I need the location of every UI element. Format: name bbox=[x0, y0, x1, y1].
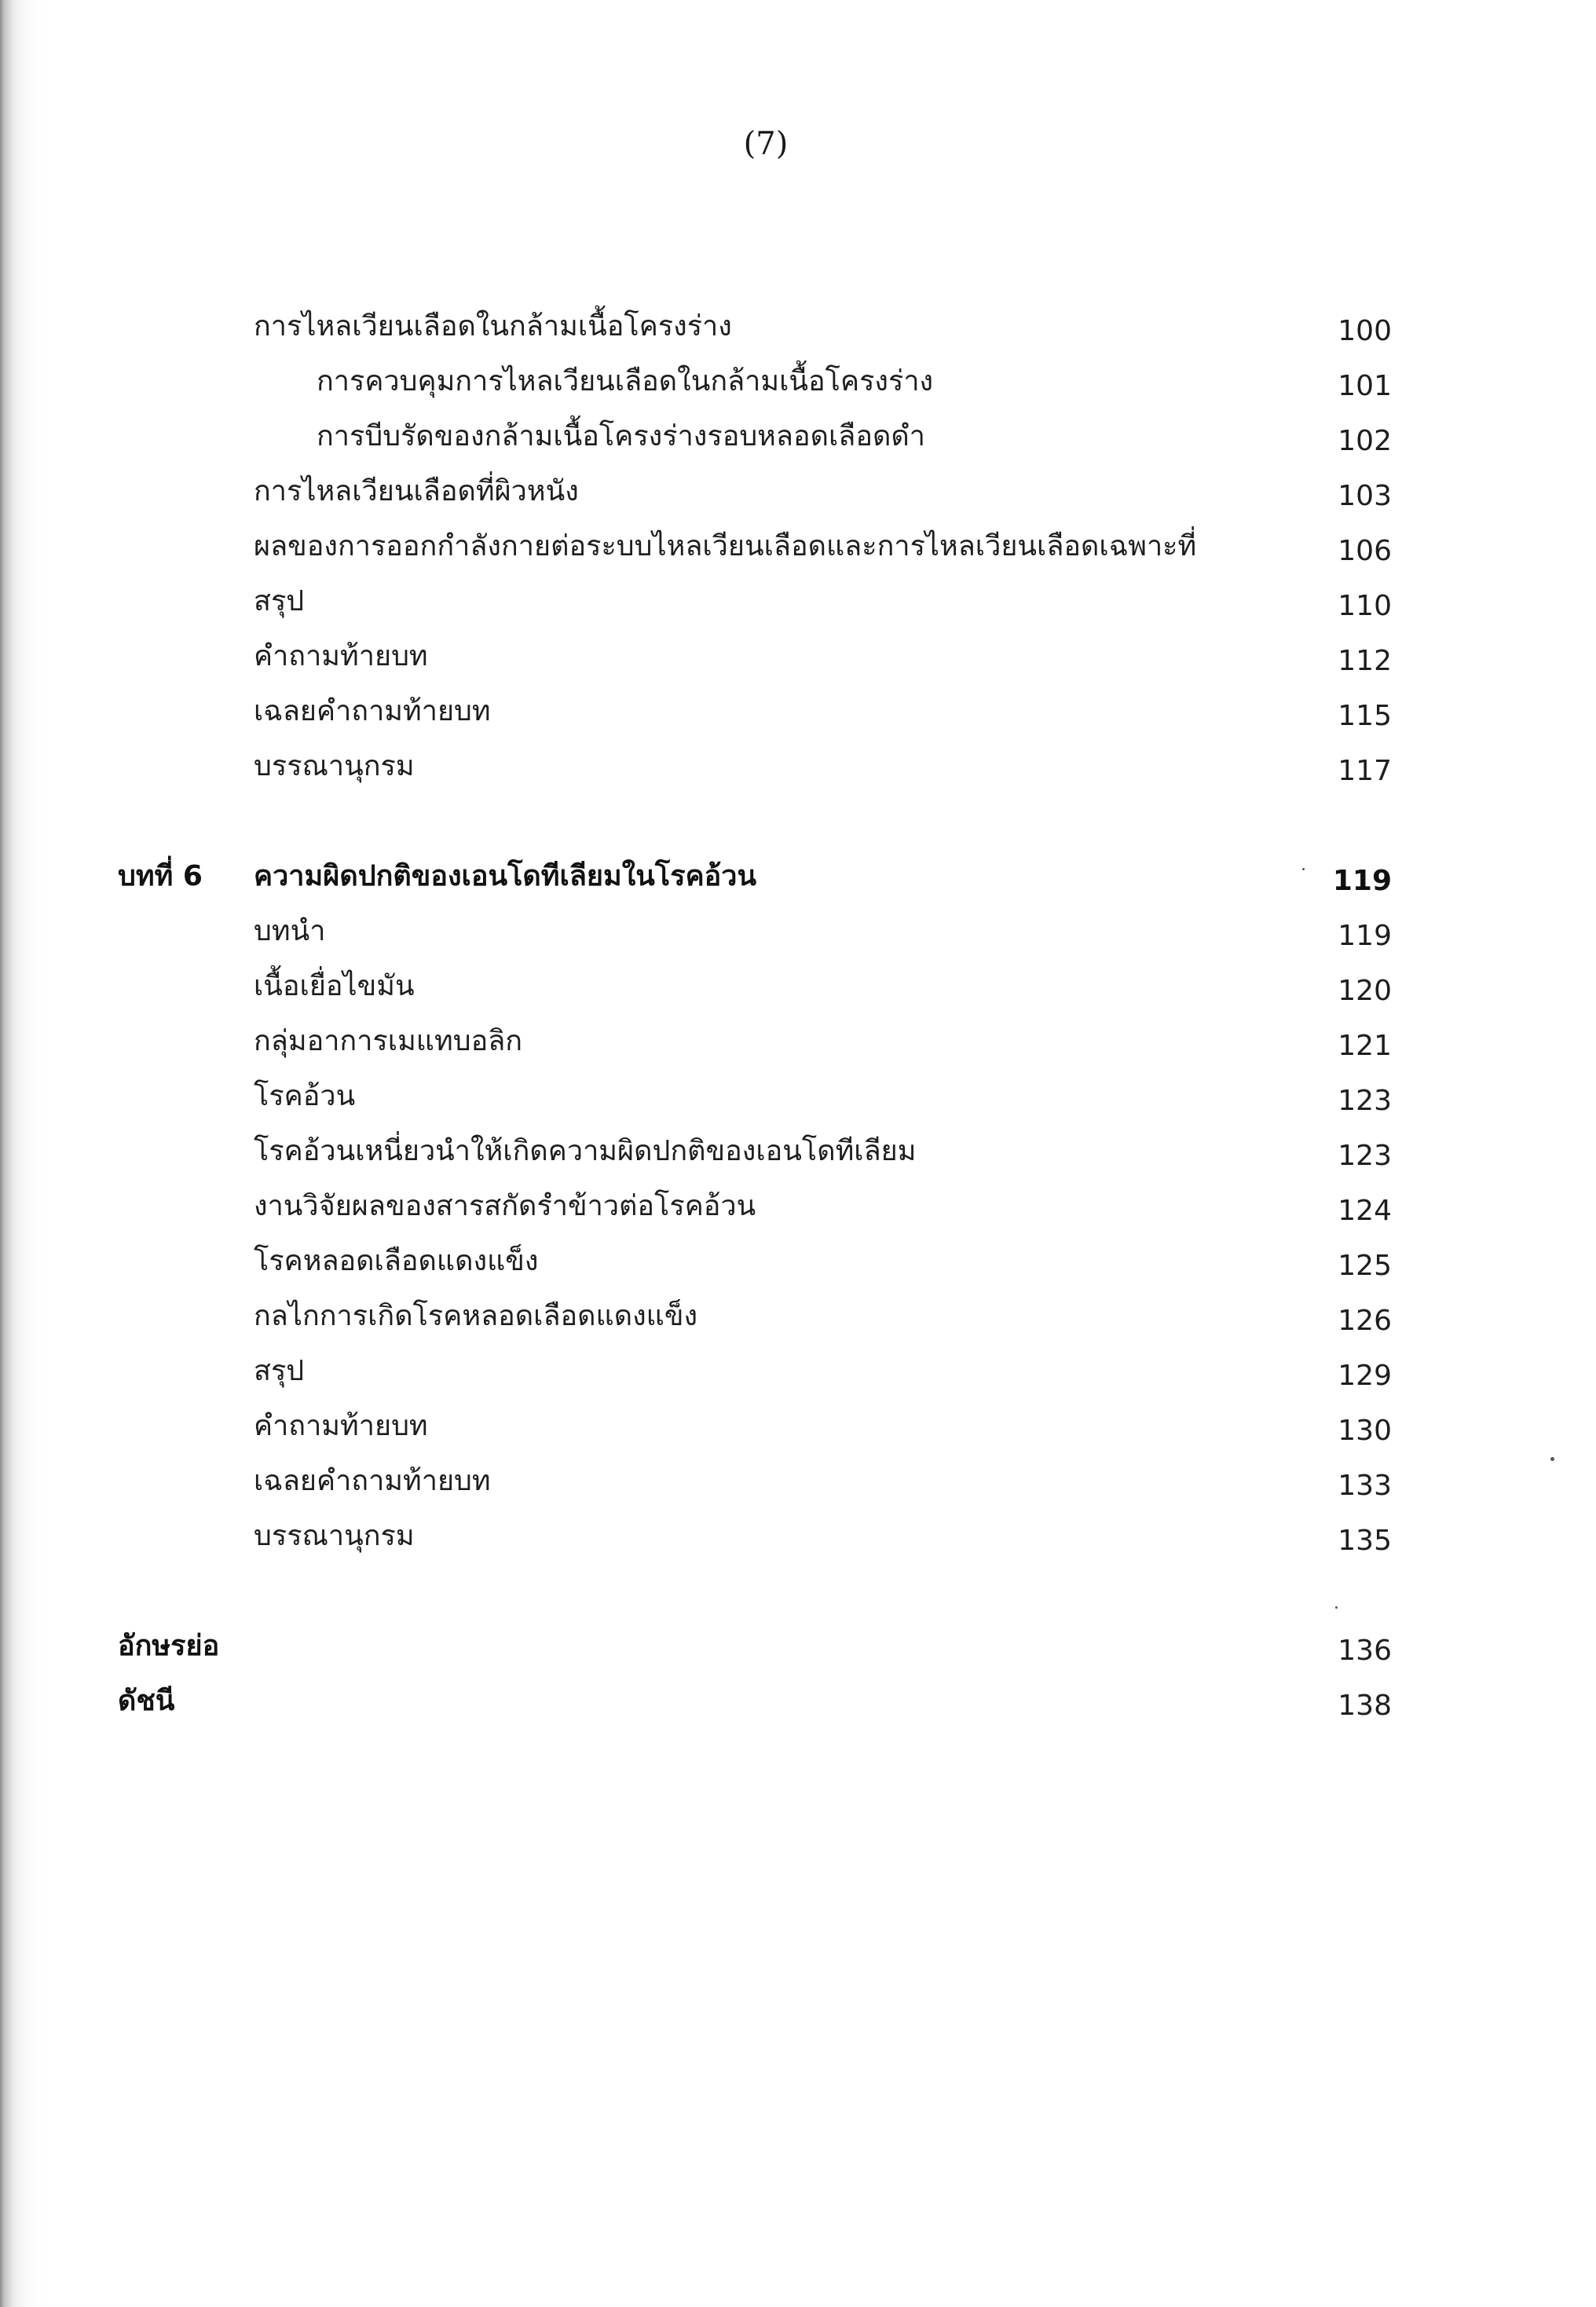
toc-entry-page: 136 bbox=[1338, 1635, 1392, 1667]
toc-entry-page: 100 bbox=[1338, 315, 1392, 347]
toc-entry bbox=[0, 302, 1596, 350]
toc-entry bbox=[0, 577, 1596, 624]
toc-entry-page: 125 bbox=[1338, 1250, 1392, 1282]
toc-entry-title: เฉลยคำถามท้ายบท bbox=[254, 1465, 491, 1497]
toc-entry-page: 106 bbox=[1338, 535, 1392, 567]
toc-entry bbox=[0, 357, 1596, 405]
toc-entry bbox=[0, 1512, 1596, 1559]
toc-entry-page: 119 bbox=[1338, 920, 1392, 952]
toc-entry-title: คำถามท้ายบท bbox=[254, 640, 428, 672]
chapter-label: บทที่ 6 bbox=[118, 860, 203, 892]
toc-entry bbox=[0, 907, 1596, 954]
toc-entry-page: 135 bbox=[1338, 1525, 1392, 1557]
toc-entry-page: 124 bbox=[1338, 1195, 1392, 1227]
toc-entry-page: 123 bbox=[1338, 1140, 1392, 1172]
toc-entry-title: สรุป bbox=[254, 585, 305, 617]
toc-entry-title: เฉลยคำถามท้ายบท bbox=[254, 695, 491, 727]
toc-entry-page: 110 bbox=[1338, 590, 1392, 622]
chapter-heading bbox=[0, 852, 1596, 899]
toc-entry-page: 103 bbox=[1338, 480, 1392, 512]
toc-entry-page: 117 bbox=[1338, 755, 1392, 787]
toc-entry bbox=[0, 1347, 1596, 1394]
toc-entry-index bbox=[0, 1677, 1596, 1724]
toc-entry-page: 101 bbox=[1338, 370, 1392, 402]
page-number: (7) bbox=[743, 126, 789, 162]
toc-entry-title: การควบคุมการไหลเวียนเลือดในกล้ามเนื้อโครงร่าง bbox=[317, 365, 934, 397]
scan-speck bbox=[1335, 1606, 1338, 1609]
toc-entry-title: การไหลเวียนเลือดที่ผิวหนัง bbox=[254, 475, 579, 507]
toc-entry-page: 112 bbox=[1338, 645, 1392, 677]
toc-entry bbox=[0, 1017, 1596, 1064]
toc-entry bbox=[0, 467, 1596, 514]
toc-entry-title: ผลของการออกกำลังกายต่อระบบไหลเวียนเลือดและการไหลเวียนเลือดเฉพาะที่ bbox=[254, 530, 1197, 562]
toc-entry-page: 121 bbox=[1338, 1030, 1392, 1062]
toc-entry bbox=[0, 1292, 1596, 1339]
toc-entry bbox=[0, 687, 1596, 734]
toc-entry bbox=[0, 1237, 1596, 1284]
toc-entry-title: อักษรย่อ bbox=[118, 1630, 220, 1662]
toc-entry-title: ดัชนี bbox=[118, 1685, 175, 1717]
toc-entry-page: 133 bbox=[1338, 1470, 1392, 1502]
toc-entry-title: บทนำ bbox=[254, 915, 326, 947]
toc-entry-title: กลไกการเกิดโรคหลอดเลือดแดงแข็ง bbox=[254, 1300, 698, 1332]
toc-entry-title: บรรณานุกรม bbox=[254, 750, 415, 782]
toc-entry bbox=[0, 1072, 1596, 1119]
toc-entry-page: 130 bbox=[1338, 1415, 1392, 1447]
toc-entry bbox=[0, 632, 1596, 679]
toc-entry bbox=[0, 1457, 1596, 1504]
toc-entry-page: 126 bbox=[1338, 1305, 1392, 1337]
toc-entry bbox=[0, 1182, 1596, 1229]
chapter-page: 119 bbox=[1332, 865, 1392, 897]
toc-entry-page: 120 bbox=[1338, 975, 1392, 1007]
toc-entry-page: 102 bbox=[1338, 425, 1392, 457]
toc-entry-title: งานวิจัยผลของสารสกัดรำข้าวต่อโรคอ้วน bbox=[254, 1190, 756, 1222]
toc-entry-title: การไหลเวียนเลือดในกล้ามเนื้อโครงร่าง bbox=[254, 310, 732, 342]
toc-entry bbox=[0, 1402, 1596, 1449]
toc-entry-page: 129 bbox=[1338, 1360, 1392, 1392]
toc-entry-page: 138 bbox=[1338, 1690, 1392, 1722]
toc-entry bbox=[0, 1127, 1596, 1174]
toc-entry-title: การบีบรัดของกล้ามเนื้อโครงร่างรอบหลอดเลือดดำ bbox=[317, 420, 925, 452]
toc-entry-title: สรุป bbox=[254, 1355, 305, 1387]
toc-entry-title: บรรณานุกรม bbox=[254, 1520, 415, 1552]
toc-entry bbox=[0, 962, 1596, 1009]
toc-entry-title: โรคอ้วนเหนี่ยวนำให้เกิดความผิดปกติของเอนโดทีเลียม bbox=[254, 1135, 917, 1167]
toc-entry-page: 123 bbox=[1338, 1085, 1392, 1117]
toc-entry bbox=[0, 522, 1596, 569]
toc-entry-abbreviations bbox=[0, 1622, 1596, 1669]
toc-entry-title: เนื้อเยื่อไขมัน bbox=[254, 970, 415, 1002]
toc-entry-title: โรคอ้วน bbox=[254, 1080, 356, 1112]
toc-entry bbox=[0, 412, 1596, 460]
chapter-title: ความผิดปกติของเอนโดทีเลียมในโรคอ้วน bbox=[254, 860, 757, 892]
toc-entry-page: 115 bbox=[1338, 700, 1392, 732]
toc-entry-title: โรคหลอดเลือดแดงแข็ง bbox=[254, 1245, 539, 1277]
scan-speck bbox=[1302, 868, 1305, 870]
scan-speck bbox=[1550, 1457, 1554, 1461]
toc-entry bbox=[0, 742, 1596, 789]
toc-entry-title: คำถามท้ายบท bbox=[254, 1410, 428, 1442]
toc-entry-title: กลุ่มอาการเมแทบอลิก bbox=[254, 1025, 523, 1057]
